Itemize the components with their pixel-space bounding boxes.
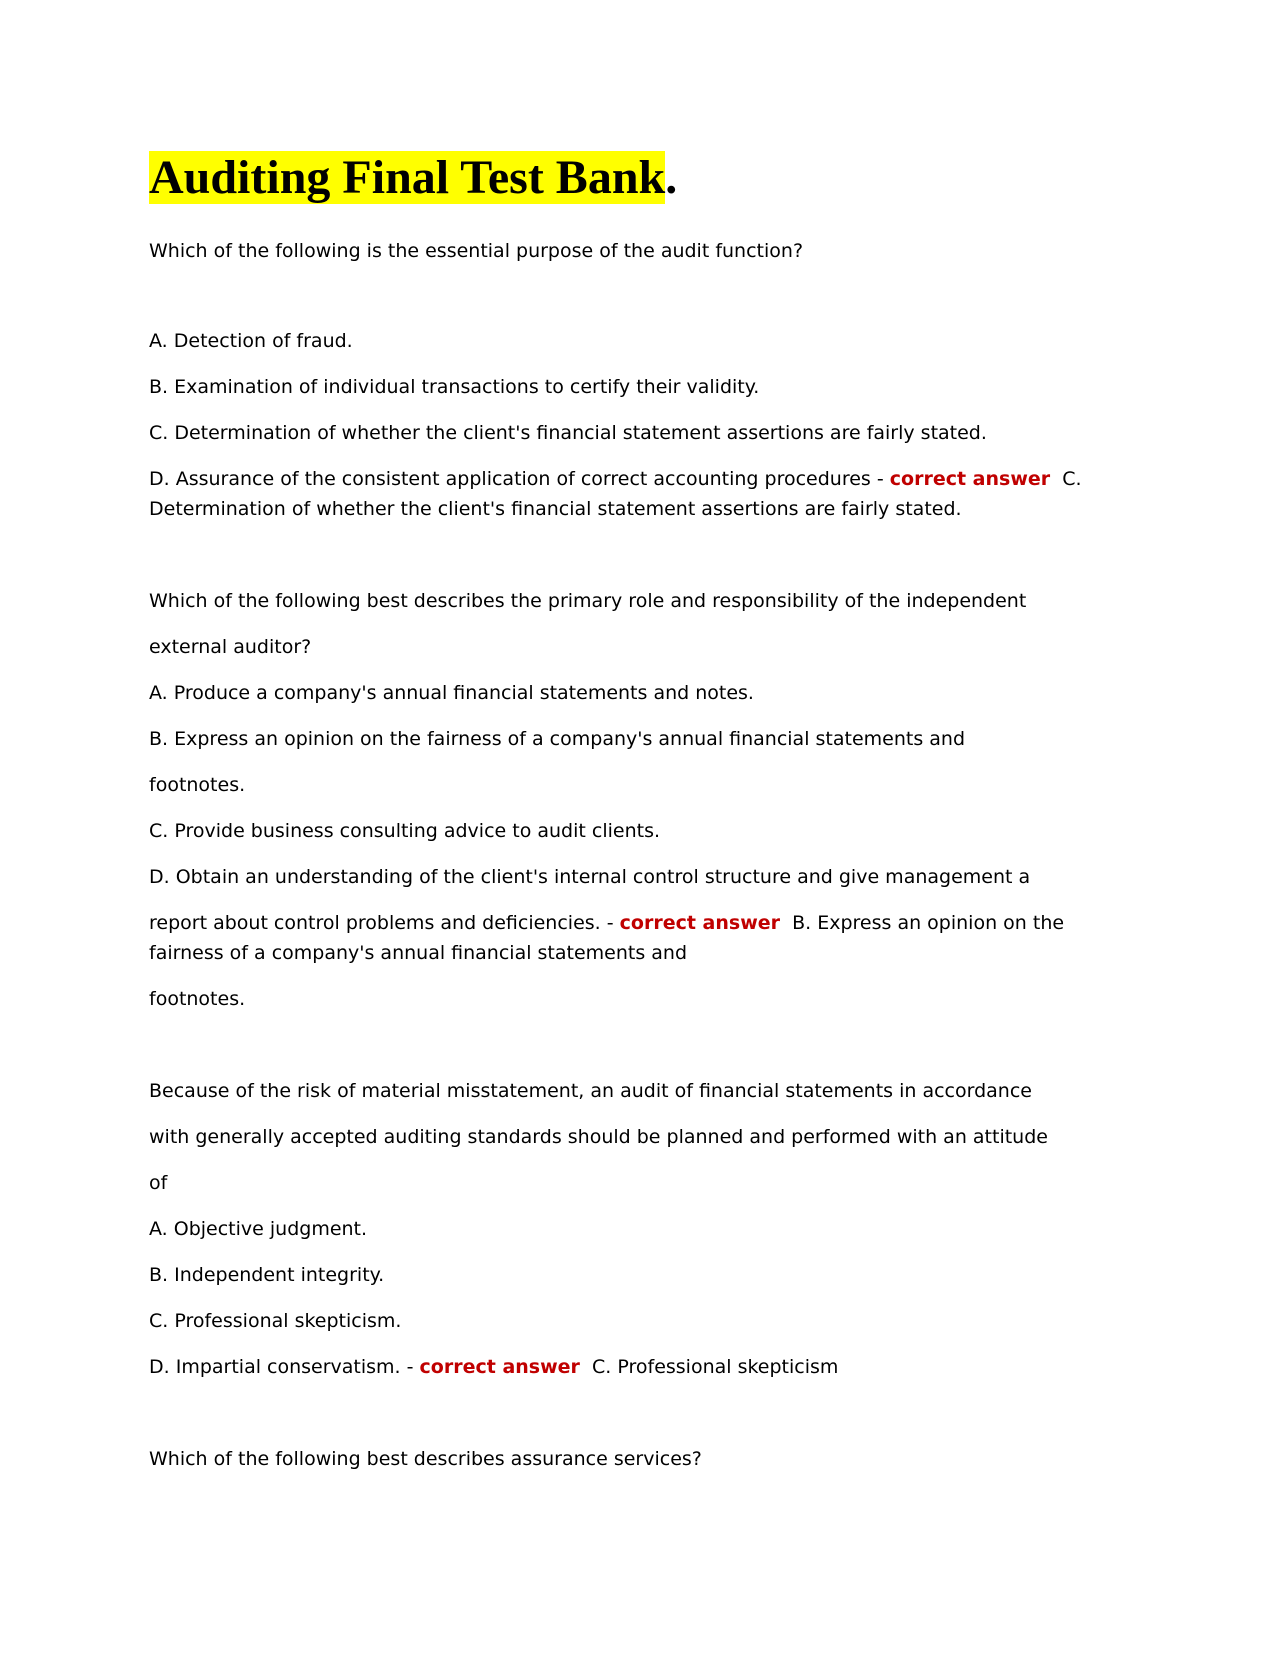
question-2-option-a: A. Produce a company's annual financial statements and notes.	[149, 682, 754, 704]
question-2-option-c: C. Provide business consulting advice to audit clients.	[149, 820, 661, 842]
title-highlight: Auditing Final Test Bank	[149, 151, 666, 204]
correct-answer-label: correct answer	[419, 1356, 580, 1378]
question-4-stem: Which of the following best describes assurance services?	[149, 1448, 702, 1470]
question-1-option-a: A. Detection of fraud.	[149, 330, 353, 352]
title-period: .	[665, 151, 678, 204]
question-1-option-d-and-answer	[149, 464, 1109, 524]
correct-answer-label: correct answer	[889, 468, 1051, 490]
question-2-option-b-cont: footnotes.	[149, 774, 246, 796]
question-2-option-d: D. Obtain an understanding of the client's internal control structure and give management a	[149, 866, 1031, 888]
question-3-stem-line-3: of	[149, 1172, 168, 1194]
question-2-stem-line-1: Which of the following best describes the primary role and responsibility of the independent	[149, 590, 1027, 612]
question-1-stem: Which of the following is the essential purpose of the audit function?	[149, 240, 804, 262]
question-3-answer: C. Professional skepticism	[592, 1356, 839, 1378]
question-1-option-c: C. Determination of whether the client's financial statement assertions are fairly stated.	[149, 422, 987, 444]
question-3-option-b: B. Independent integrity.	[149, 1264, 385, 1286]
question-2-stem-line-2: external auditor?	[149, 636, 312, 658]
question-2-option-b: B. Express an opinion on the fairness of a company's annual financial statements and	[149, 728, 966, 750]
document-title	[149, 148, 677, 208]
question-3-stem-line-2: with generally accepted auditing standards should be planned and performed with an attitude	[149, 1126, 1048, 1148]
question-2-option-d-cont: report about control problems and deficiencies. -	[149, 912, 620, 934]
question-2-answer: B. Express an opinion on the fairness of a company's annual financial statements and	[149, 912, 1065, 964]
correct-answer-label: correct answer	[619, 912, 781, 934]
question-3-option-c: C. Professional skepticism.	[149, 1310, 402, 1332]
question-1-option-d: D. Assurance of the consistent application of correct accounting procedures -	[149, 468, 890, 490]
question-2-option-d-and-answer	[149, 908, 1109, 968]
question-3-option-a: A. Objective judgment.	[149, 1218, 368, 1240]
question-3-stem-line-1: Because of the risk of material misstatement, an audit of financial statements in accordance	[149, 1080, 1032, 1102]
question-1-option-b: B. Examination of individual transactions to certify their validity.	[149, 376, 760, 398]
question-3-option-d-and-answer	[149, 1352, 838, 1382]
question-3-option-d: D. Impartial conservatism. -	[149, 1356, 420, 1378]
question-2-answer-cont: footnotes.	[149, 988, 246, 1010]
question-1-answer: C. Determination of whether the client's financial statement assertions are fairly stated.	[149, 468, 1082, 520]
